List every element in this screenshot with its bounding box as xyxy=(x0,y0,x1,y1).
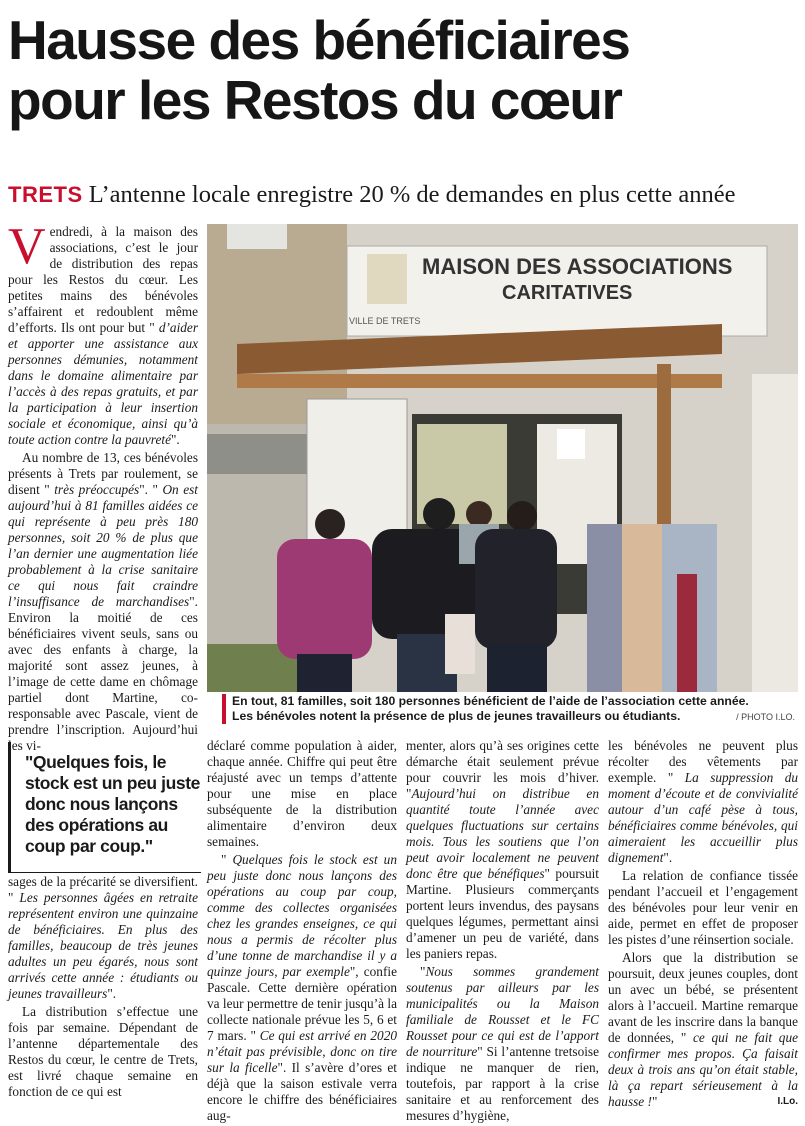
paragraph: Alors que la distribution se poursuit, deux jeunes couples, dont un avec un bébé, se présentent alors à l’accueil. Martine remarque avant de les inscrire dans la banque de données, " ce qui ne fait que confirmer mes propos. Ça faisait deux à trois ans qu’on était stable, là ça repart sérieusement à la hausse !" I.Lo. xyxy=(608,950,798,1109)
paragraph: La relation de confiance tissée pendant l’accueil et l’engagement des bénévoles pour leur venir en aide, permet en effet de proposer les pistes d’une réinsertion sociale. xyxy=(608,868,798,947)
paragraph: les bénévoles ne peuvent plus récolter des vêtements par exemple. " La suppression du moment d’écoute et de convivialité autour d’un café pèse à tous, bénéficiaires comme bénévoles, qui aimeraient les accueillir plus dignement". xyxy=(608,738,798,865)
paragraph: sages de la précarité se diversifient. " Les personnes âgées en retraite représentent environ une quinzaine de bénéficiaires. En plus des familles, beaucoup de très jeunes adultes un peu égarés, nous sont arrivés cette année : étudiants ou jeunes travailleurs". xyxy=(8,874,198,1001)
sign-text-line-1: MAISON DES ASSOCIATIONS xyxy=(422,254,733,279)
paragraph: " Quelques fois le stock est un peu juste donc nous lançons des opérations au coup par coup, comme des collectes organisées chez les grandes enseignes, ce qui nous a permis de récolter plus d’une tonne de marchandise il y a quinze jours, par exemple", confie Pascale. Cette dernière opération va leur permettre de tenir jusqu’à la collecte nationale prévue les 5, 6 et 7 mars. " Ce qui est arrivé en 2020 n’était pas prévisible, donc on tire sur la ficelle". Il s’avère d’ores et déjà que la saison estivale verra encore le chiffre des bénéficiaires aug- xyxy=(207,852,397,1123)
paragraph: menter, alors qu’à ses origines cette démarche était seulement prévue pour couvrir les mois d’hiver. "Aujourd’hui on distribue en quantité toute l’année avec quelques fluctuations sur certains mois. Tous les soutiens que l’on peut avoir localement ne peuvent donc être que bénéfiques" poursuit Martine. Plusieurs commerçants portent leurs invendus, des paysans quelques légumes, permettant ainsi d’amener un peu de variété, dans les paniers repas. xyxy=(406,738,600,961)
kicker-location: TRETS xyxy=(8,182,83,207)
paragraph: Vendredi, à la maison des associations, c’est le jour de distribution des repas pour les Restos du cœur. Les petites mains des bénévoles s’affairent et redoublent même d’efforts. Ils ont pour but " d’aider et apporter une assistance aux personnes démunies, notamment dans le domaine alimentaire par l’accès à des repas gratuits, et par la participation à leur insertion sociale et économique, ainsi qu’à toute action contre la pauvreté". xyxy=(8,218,198,447)
paragraph: déclaré comme population à aider, chaque année. Chiffre qui peut être réajusté avec un temps d’attente pour une mise en place subséquente de la distribution alimentaire d’environ deux semaines. xyxy=(207,738,397,849)
caption-accent-bar xyxy=(222,694,226,724)
paragraph: "Nous sommes grandement soutenus par ailleurs par les municipalités ou la Maison familiale de Rousset et le FC Rousset pour ce qui est de l’apport de nourriture" Si l’antenne tretsoise indique ne manquer de rien, toutefois, par rapport à la crise sanitaire et au renforcement des mesures d’hygiène, xyxy=(406,964,599,1123)
headline xyxy=(8,10,798,130)
pull-quote-box xyxy=(8,742,201,873)
sign-text-line-2: CARITATIVES xyxy=(502,282,633,304)
column-1-top xyxy=(8,218,198,756)
sign-text-small: VILLE DE TRETS xyxy=(349,316,421,326)
subheadline xyxy=(8,180,803,210)
photo-caption xyxy=(232,694,798,724)
author-signature: I.Lo. xyxy=(777,1096,798,1107)
subheadline-text: L’antenne locale enregistre 20 % de demandes en plus cette année xyxy=(88,181,736,208)
headline-line-1: Hausse des bénéficiaires xyxy=(8,9,630,71)
pull-quote: "Quelques fois, le stock est un peu juste donc nous lançons des opérations au coup par coup." xyxy=(25,752,200,856)
photo-illustration xyxy=(207,224,798,692)
caption-line-2: Les bénévoles notent la présence de plus de jeunes travailleurs ou étudiants. xyxy=(232,709,681,723)
article-photo xyxy=(207,224,798,692)
column-3 xyxy=(406,738,599,1126)
paragraph: La distribution s’effectue une fois par semaine. Dépendant de l’antenne départementale des Restos du cœur, le centre de Trets, est livré chaque semaine en fonction de ce qui est xyxy=(8,1004,198,1099)
drop-cap: V xyxy=(8,218,46,275)
column-4 xyxy=(608,738,798,1112)
caption-line-1: En tout, 81 familles, soit 180 personnes bénéficient de l’aide de l’association cette année. xyxy=(232,694,749,708)
headline-line-2: pour les Restos du cœur xyxy=(8,69,622,131)
paragraph: Au nombre de 13, ces bénévoles présents à Trets par roulement, se disent " très préoccupés". " On est aujourd’hui à 81 familles aidées ce qui représente à peu près 180 personnes, soit 20 % de plus que l’an dernier une augmentation liée probablement à la crise sanitaire ce qui nous fait craindre l’insuffisance de marchandises". Environ la moitié de ces bénéficiaires vivent seuls, sans ou avec des enfants à charge, la majorité sont assez jeunes, à l’image de cette dame en chômage partiel dont Martine, co-responsable avec Pascale, vient de prendre l’inscription. Aujourd’hui les vi- xyxy=(8,450,198,753)
column-1-bottom xyxy=(8,874,198,1102)
column-2 xyxy=(207,738,397,1126)
photo-credit: / PHOTO I.LO. xyxy=(736,712,795,722)
